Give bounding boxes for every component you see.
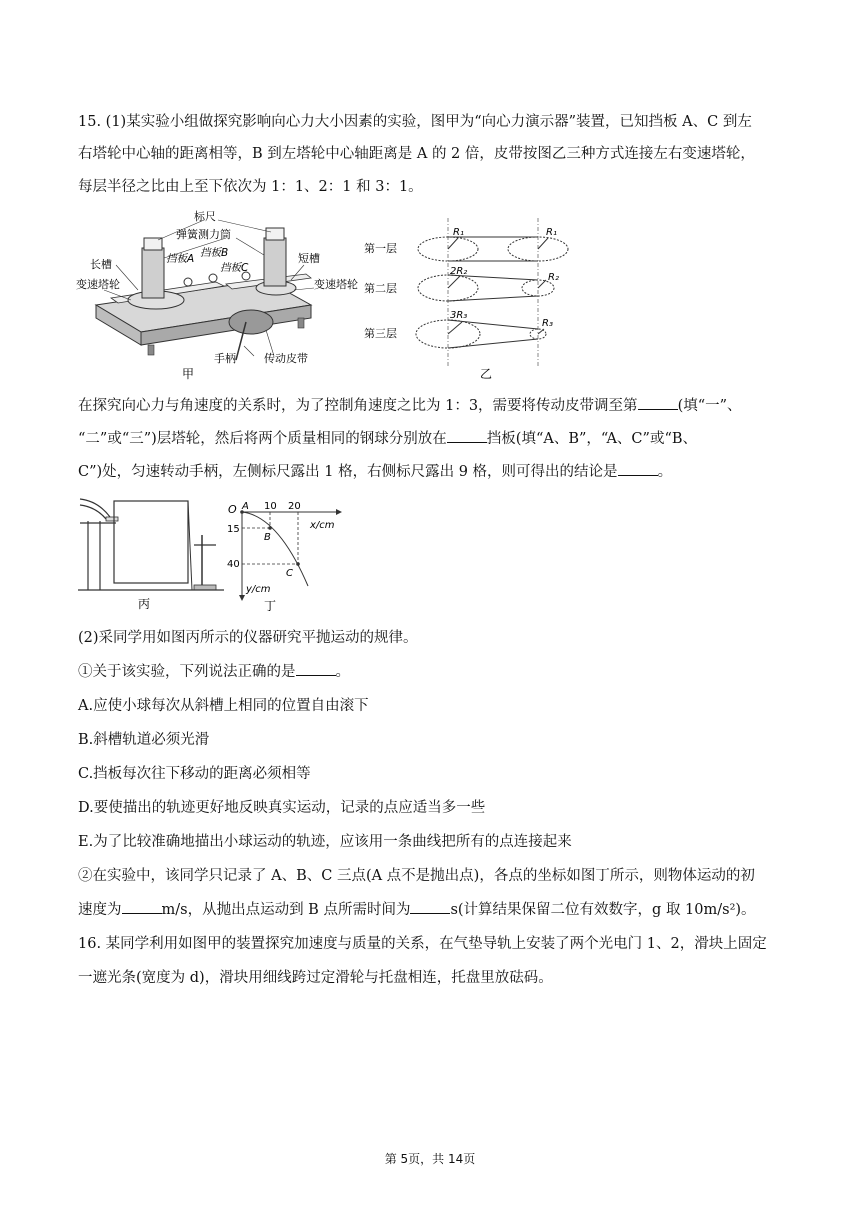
label-ruler: 标尺 <box>194 210 216 223</box>
origin-label: O <box>228 503 237 516</box>
q16-line-2: 一遮光条(宽度为 d)，滑块用细线跨过定滑轮与托盘相连，托盘里放砝码。 <box>78 970 553 986</box>
x-tick-10: 10 <box>264 501 277 512</box>
q15-question-1a: 在探究向心力与角速度的关系时，为了控制角速度之比为 1：3，需要将传动皮带调至第 <box>78 398 638 414</box>
p2-q1-text: ①关于该实验，下列说法正确的是 <box>78 664 296 680</box>
radius-right-1: R₁ <box>546 227 557 238</box>
caption-bing: 丙 <box>138 597 151 611</box>
q16-line-1: 16. 某同学利用如图甲的装置探究加速度与质量的关系，在气垫导轨上安装了两个光电门 1、2，滑块上固定 <box>78 936 767 952</box>
option-d: D.要使描出的轨迹更好地反映真实运动，记录的点应适当多一些 <box>78 800 486 816</box>
option-a: A.应使小球每次从斜槽上相同的位置自由滚下 <box>78 698 369 714</box>
option-e: E.为了比较准确地描出小球运动的轨迹，应该用一条曲线把所有的点连接起来 <box>78 834 572 850</box>
label-handle: 手柄 <box>214 352 236 365</box>
q15-question-3a: C”)处，匀速转动手柄，左侧标尺露出 1 格，右侧标尺露出 9 格，则可得出的结论是 <box>78 464 618 480</box>
figure-yi-pulleys <box>360 218 570 380</box>
y-axis-label: y/cm <box>246 584 271 595</box>
q15-question-line-2 <box>78 428 697 450</box>
q15-line-1: 15. (1)某实验小组做探究影响向心力大小因素的实验，图甲为“向心力演示器”装置，已知挡板 A、C 到左 <box>78 114 752 130</box>
caption-yi: 乙 <box>480 367 493 381</box>
figure-bing-apparatus <box>76 495 226 615</box>
radius-right-3: R₃ <box>542 318 553 329</box>
radius-left-3: 3R₃ <box>450 310 468 321</box>
p2-q2-text-2: m/s，从抛出点运动到 B 点所需时间为 <box>161 902 411 918</box>
q15-question-1b: (填“一”、 <box>677 398 742 414</box>
caption-jia: 甲 <box>182 367 195 381</box>
radius-left-2: 2R₂ <box>450 266 468 277</box>
answer-blank-baffle[interactable] <box>447 428 487 443</box>
q15-question-line-3 <box>78 461 672 483</box>
p2-q2-text-1: 速度为 <box>78 902 122 918</box>
y-tick-15: 15 <box>227 524 240 535</box>
radius-left-1: R₁ <box>453 227 464 238</box>
layer-3-label: 第三层 <box>364 327 397 340</box>
q15-question-2a: “二”或“三”)层塔轮，然后将两个质量相同的钢球分别放在 <box>78 431 447 447</box>
label-long-groove: 长槽 <box>90 258 112 271</box>
label-baffle-a: 挡板A <box>166 253 195 265</box>
answer-blank-layer[interactable] <box>638 395 678 410</box>
p2-title: (2)采同学用如图丙所示的仪器研究平抛运动的规律。 <box>78 630 418 646</box>
point-a-label: A <box>242 501 249 512</box>
x-axis-label: x/cm <box>310 520 335 531</box>
x-tick-20: 20 <box>288 501 301 512</box>
radius-right-2: R₂ <box>548 272 559 283</box>
answer-blank-conclusion[interactable] <box>618 461 658 476</box>
p2-q1-end: 。 <box>335 664 350 680</box>
label-baffle-b: 挡板B <box>200 247 229 259</box>
layer-1-label: 第一层 <box>364 242 397 255</box>
q15-question-line-1 <box>78 395 742 417</box>
option-b: B.斜槽轨道必须光滑 <box>78 732 210 748</box>
label-tower-left: 变速塔轮 <box>76 278 120 291</box>
q15-line-2: 右塔轮中心轴的距离相等，B 到左塔轮中心轴距离是 A 的 2 倍，皮带按图乙三种方式连接左右变速塔轮， <box>78 146 755 162</box>
p2-q1-line <box>78 661 350 683</box>
figure-jia-apparatus <box>76 210 358 381</box>
answer-blank-time[interactable] <box>410 899 450 914</box>
page-footer: 第 5页，共 14页 <box>384 1152 476 1166</box>
p2-q2-text-3: s(计算结果保留二位有效数字，g 取 10m/s²)。 <box>450 902 756 918</box>
point-c-label: C <box>286 568 293 579</box>
y-tick-40: 40 <box>227 559 240 570</box>
label-short-groove: 短槽 <box>298 252 320 265</box>
point-b-label: B <box>264 532 271 543</box>
caption-ding: 丁 <box>264 599 277 613</box>
p2-q2-line-1: ②在实验中，该同学只记录了 A、B、C 三点(A 点不是抛出点)，各点的坐标如图丁所示，则物体运动的初 <box>78 868 755 884</box>
q15-question-2b: 挡板(填“A、B”，“A、C”或“B、 <box>486 431 698 447</box>
label-belt: 传动皮带 <box>264 352 308 365</box>
label-tower-right: 变速塔轮 <box>314 278 358 291</box>
answer-blank-options[interactable] <box>296 661 336 676</box>
label-spring-cylinder: 弹簧测力筒 <box>176 228 231 241</box>
option-c: C.挡板每次往下移动的距离必须相等 <box>78 766 311 782</box>
q15-line-3: 每层半径之比由上至下依次为 1：1、2：1 和 3：1。 <box>78 179 423 195</box>
q15-question-3b: 。 <box>657 464 673 480</box>
figure-ding-coordinates <box>226 500 356 618</box>
layer-2-label: 第二层 <box>364 282 397 295</box>
p2-q2-line-2 <box>78 899 756 921</box>
label-baffle-c: 挡板C <box>220 262 249 274</box>
answer-blank-velocity[interactable] <box>122 899 162 914</box>
